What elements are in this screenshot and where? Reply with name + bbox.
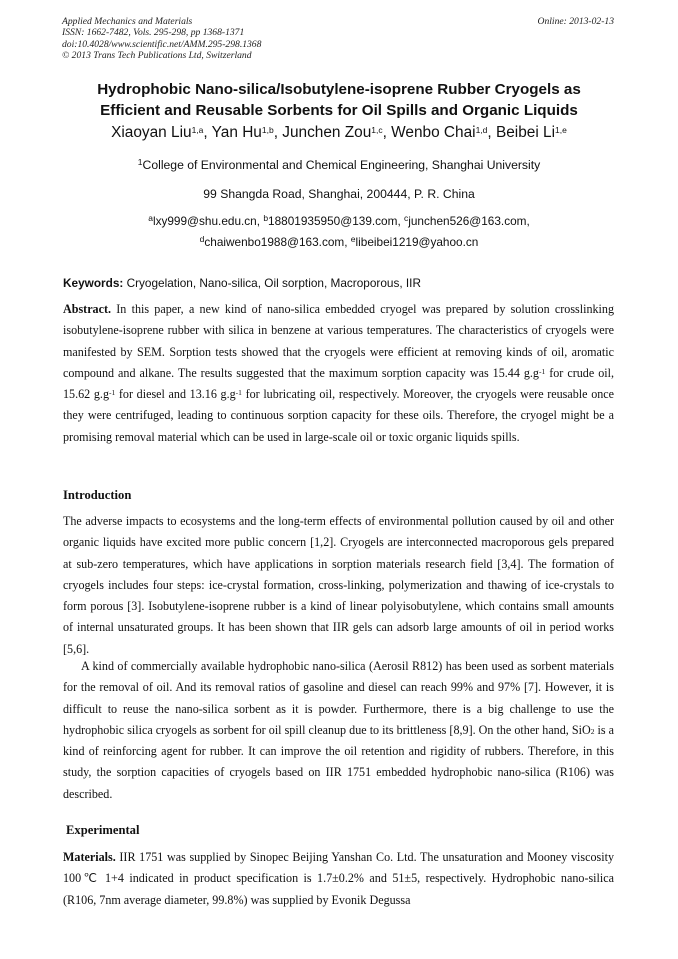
journal-name: Applied Mechanics and Materials [62,16,193,27]
email-line-2: $^d$chaiwenbo1988@163.com, $^e$libeibei1219@yahoo.cn [199,234,479,249]
keywords [63,276,623,290]
email-e: libeibei1219@yahoo.cn [355,235,479,249]
running-header [62,16,261,61]
abstract-label: Abstract. [63,302,112,316]
title-line-1: Hydrophobic Nano-silica/Isobutylene-isoprene Rubber Cryogels as [97,81,581,98]
introduction-heading: Introduction [63,488,132,502]
materials-paragraph: Materials. IIR 1751 was supplied by Sinopec Beijing Yanshan Co. Ltd. The unsaturation and Mooney viscosity 100℃ 1+4 indicated in product specification is 1.7±0.2% and 51±5, respectively. Hydrophobic nano-silica (R106, 7nm average diameter, 99.8%) was supplied by Evonik Degussa [63,850,614,907]
author-separator: , [273,124,283,141]
author-name: Xiaoyan Liu [111,124,192,141]
materials-label: Materials. [63,850,116,864]
copyright-line: © 2013 Trans Tech Publications Ltd, Switzerland [62,49,252,61]
email-d: chaiwenbo1988@163.com, [204,235,351,249]
email-line-1: $^a$lxy999@shu.edu.cn, $^b$18801935950@139.com, $^c$junchen526@163.com, [148,213,530,228]
email-b: 18801935950@139.com, [268,214,404,228]
email-a: lxy999@shu.edu.cn, [152,214,264,228]
experimental-heading: Experimental [66,823,140,837]
author-list [40,124,638,142]
affiliation-line-1: $^1$College of Environmental and Chemical Engineering, Shanghai University [137,157,541,172]
title-line-2: Efficient and Reusable Sorbents for Oil Spills and Organic Liquids [100,102,578,119]
online-date: Online: 2013-02-13 [537,16,614,27]
author-affil-mark: 1,b [261,125,274,135]
keywords-text: Cryogelation, Nano-silica, Oil sorption, Macroporous, IIR [123,276,421,290]
doi-line: doi:10.4028/www.scientific.net/AMM.295-298.1368 [62,38,262,50]
keywords-label: Keywords: [63,276,124,290]
author-name: Junchen Zou [282,124,372,141]
author-name: Wenbo Chai [391,124,476,141]
affiliation-address: 99 Shangda Road, Shanghai, 200444, P. R. China [203,187,475,201]
paper-title [40,79,638,121]
author-name: Yan Hu [211,124,262,141]
author-affil-mark: 1,e [555,125,567,135]
affiliation-mark: 1 [137,157,143,167]
author-affil-mark: 1,c [371,125,383,135]
introduction-paragraph-2: A kind of commercially available hydrophobic nano-silica (Aerosil R812) has been used as sorbent materials for the removal of oil. And its removal ratios of gasoline and diesel can reach 99% and 97% [7]. However, it is difficult to reuse the nano-silica sorbent as it is powder. Furthermore, there is a big challenge to use the hydrophobic silica cryogels as sorbent for oil spill cleanup due to its brittleness [8,9]. On the other hand, SiO2 is a kind of reinforcing agent for rubber. It can improve the oil retention and rigidity of rubbers. Therefore, in this study, the sorption capacities of cryogels based on IIR 1751 embedded hydrophobic nano-silica (R106) was described. [63,659,614,801]
author-separator: , [203,124,212,141]
abstract-paragraph: Abstract. In this paper, a new kind of nano-silica embedded cryogel was prepared by solution crosslinking isobutylene-isoprene rubber with silica in benzene at various temperatures. The characteristics of cryogels were manifested by SEM. Sorption tests showed that the cryogels were efficient at removing kinds of oil, aromatic compound and alkane. The results suggested that the maximum sorption capacity was 15.44 $g.g^{-1}$ for crude oil, 15.62 $g.g^{-1}$ for diesel and 13.16 $g.g^{-1}$ for lubricating oil, respectively. Moreover, the cryogels were reusable once they were centrifuged, leading to continuous sorption capacity for these oils. Therefore, the cryogel might be a promising removal material which can be used in large-scale oil or toxic organic liquids spills. [63,302,615,444]
issn-line: ISSN: 1662-7482, Vols. 295-298, pp 1368-1371 [62,27,245,39]
email-c: junchen526@163.com, [408,214,530,228]
introduction-paragraph-1: The adverse impacts to ecosystems and the long-term effects of environmental pollution caused by oil and other organic liquids have excited more public concern [1,2]. Cryogels are interconnected macroporous gels prepared at sub-zero temperatures, which have applications in sorption materials research field [3,4]. The formation of cryogels includes four steps: ice-crystal formation, cross-linking, polymerization and thawing of ice-crystals to form porous [3]. Isobutylene-isoprene rubber is a kind of linear polyisobutylene, which contains small amounts of internal unsaturated groups. It has been shown that IIR gels can adsorb large amounts of oil in period works [5,6]. [63,514,614,656]
author-affil-mark: 1,d [475,125,488,135]
author-affil-mark: 1,a [191,125,204,135]
author-name: Beibei Li [495,124,556,141]
author-separator: , [487,124,496,141]
author-separator: , [382,124,392,141]
